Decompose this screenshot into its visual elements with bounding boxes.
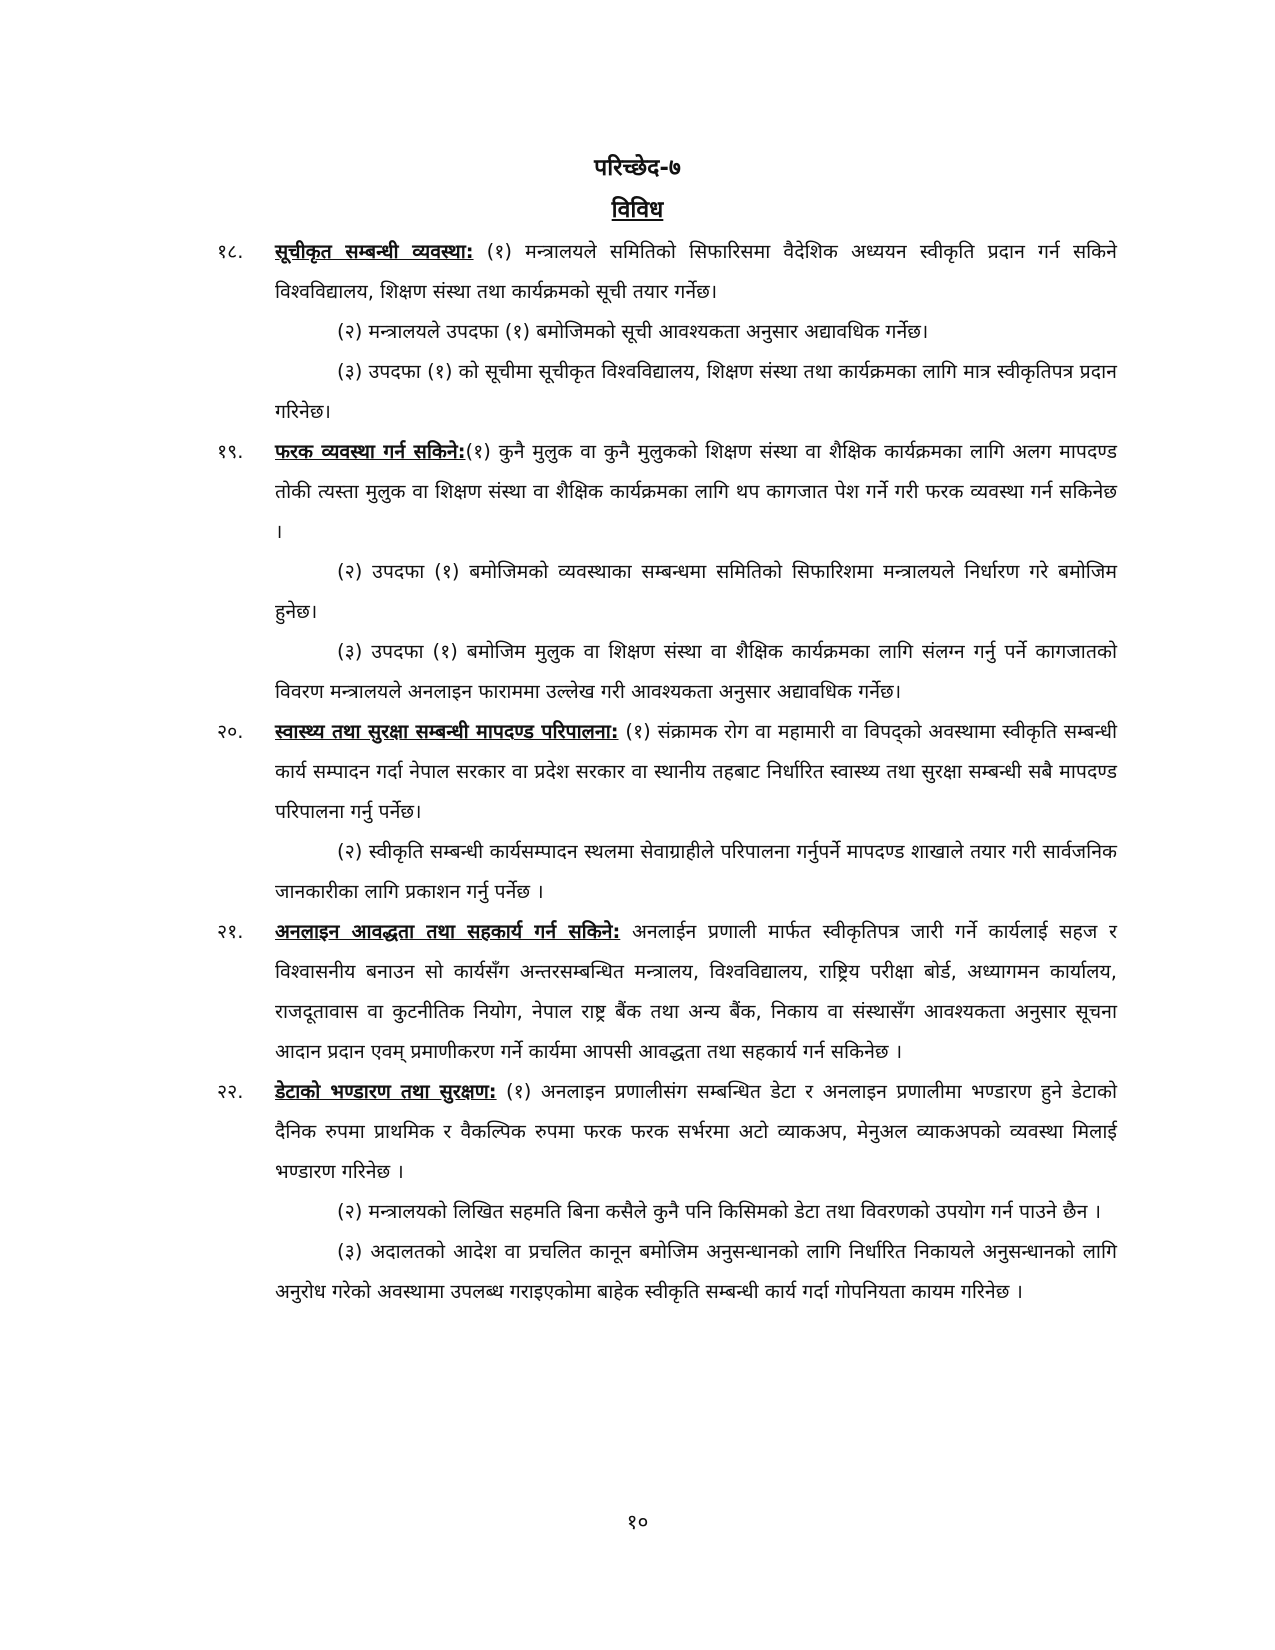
- section-22: [217, 1072, 1117, 1192]
- subsection: (२) मन्त्रालयले उपदफा (१) बमोजिमको सूची आवश्यकता अनुसार अद्यावधिक गर्नेछ।: [337, 320, 929, 343]
- section-heading: डेटाको भण्डारण तथा सुरक्षण:: [275, 1080, 497, 1103]
- subsection: (३) उपदफा (१) बमोजिम मुलुक वा शिक्षण संस्था वा शैक्षिक कार्यक्रमका लागि संलग्न गर्नु पर्ने कागजातको विवरण मन्त्रालयले अनलाइन फाराममा उल्लेख गरी आवश्यकता अनुसार अद्यावधिक गर्नेछ।: [275, 640, 1117, 703]
- page-number: १०: [626, 1510, 649, 1534]
- subsection: (२) मन्त्रालयको लिखित सहमति बिना कसैले कुनै पनि किसिमको डेटा तथा विवरणको उपयोग गर्न पाउने छैन ।: [337, 1200, 1101, 1223]
- section-text: अनलाईन प्रणाली मार्फत स्वीकृतिपत्र जारी गर्ने कार्यलाई सहज र विश्वासनीय बनाउन सो कार्यसँग अन्तरसम्बन्धित मन्त्रालय, विश्वविद्यालय, राष्ट्रिय परीक्षा बोर्ड, अध्यागमन कार्यालय, राजदूतावास वा कुटनीतिक नियोग, नेपाल राष्ट्र बैंक तथा अन्य बैंक, निकाय वा संस्थासँग आवश्यकता अनुसार सूचना आदान प्रदान एवम् प्रमाणीकरण गर्ने कार्यमा आपसी आवद्धता तथा सहकार्य गर्न सकिनेछ ।: [275, 920, 1117, 1063]
- subsection: (३) अदालतको आदेश वा प्रचलित कानून बमोजिम अनुसन्धानको लागि निर्धारित निकायले अनुसन्धानको लागि अनुरोध गरेको अवस्थामा उपलब्ध गराइएकोमा बाहेक स्वीकृति सम्बन्धी कार्य गर्दा गोपनियता कायम गरिनेछ ।: [275, 1240, 1117, 1303]
- section-text: (१) मन्त्रालयले समितिको सिफारिसमा वैदेशिक अध्ययन स्वीकृति प्रदान गर्न सकिने विश्वविद्यालय, शिक्षण संस्था तथा कार्यक्रमको सूची तयार गर्नेछ।: [275, 240, 1117, 303]
- section-21: [217, 912, 1117, 1072]
- section-text: (१) कुनै मुलुक वा कुनै मुलुकको शिक्षण संस्था वा शैक्षिक कार्यक्रमका लागि अलग मापदण्ड तोकी त्यस्ता मुलुक वा शिक्षण संस्था वा शैक्षिक कार्यक्रमका लागि थप कागजात पेश गर्ने गरी फरक व्यवस्था गर्न सकिनेछ ।: [275, 440, 1118, 543]
- section-heading: सूचीकृत सम्बन्धी व्यवस्था:: [275, 240, 474, 263]
- chapter-subject: विविध: [611, 197, 664, 223]
- section-heading: फरक व्यवस्था गर्न सकिने:: [275, 440, 466, 463]
- document-body: [217, 232, 1117, 1312]
- section-heading: स्वास्थ्य तथा सुरक्षा सम्बन्धी मापदण्ड परिपालना:: [275, 720, 619, 743]
- section-number: २२.: [217, 1080, 244, 1103]
- subsection: (२) उपदफा (१) बमोजिमको व्यवस्थाका सम्बन्धमा समितिको सिफारिशमा मन्त्रालयले निर्धारण गरे बमोजिम हुनेछ।: [275, 560, 1117, 623]
- chapter-title: परिच्छेद-७: [594, 155, 681, 181]
- section-20: [217, 712, 1117, 832]
- section-number: २१.: [217, 920, 244, 943]
- subsection: (३) उपदफा (१) को सूचीमा सूचीकृत विश्वविद्यालय, शिक्षण संस्था तथा कार्यक्रमका लागि मात्र स्वीकृतिपत्र प्रदान गरिनेछ।: [275, 360, 1117, 423]
- section-number: १९.: [217, 440, 244, 463]
- section-text: (१) अनलाइन प्रणालीसंग सम्बन्धित डेटा र अनलाइन प्रणालीमा भण्डारण हुने डेटाको दैनिक रुपमा प्राथमिक र वैकल्पिक रुपमा फरक फरक सर्भरमा अटो व्याकअप, मेनुअल व्याकअपको व्यवस्था मिलाई भण्डारण गरिनेछ ।: [275, 1080, 1117, 1183]
- section-18: [217, 232, 1117, 312]
- section-number: १८.: [217, 240, 244, 263]
- section-19: [217, 432, 1117, 552]
- section-number: २०.: [217, 720, 244, 743]
- section-text: (१) संक्रामक रोग वा महामारी वा विपद्को अवस्थामा स्वीकृति सम्बन्धी कार्य सम्पादन गर्दा नेपाल सरकार वा प्रदेश सरकार वा स्थानीय तहबाट निर्धारित स्वास्थ्य तथा सुरक्षा सम्बन्धी सबै मापदण्ड परिपालना गर्नु पर्नेछ।: [275, 720, 1117, 823]
- subsection: (२) स्वीकृति सम्बन्धी कार्यसम्पादन स्थलमा सेवाग्राहीले परिपालना गर्नुपर्ने मापदण्ड शाखाले तयार गरी सार्वजनिक जानकारीका लागि प्रकाशन गर्नु पर्नेछ ।: [275, 840, 1117, 903]
- section-heading: अनलाइन आवद्धता तथा सहकार्य गर्न सकिने:: [275, 920, 621, 943]
